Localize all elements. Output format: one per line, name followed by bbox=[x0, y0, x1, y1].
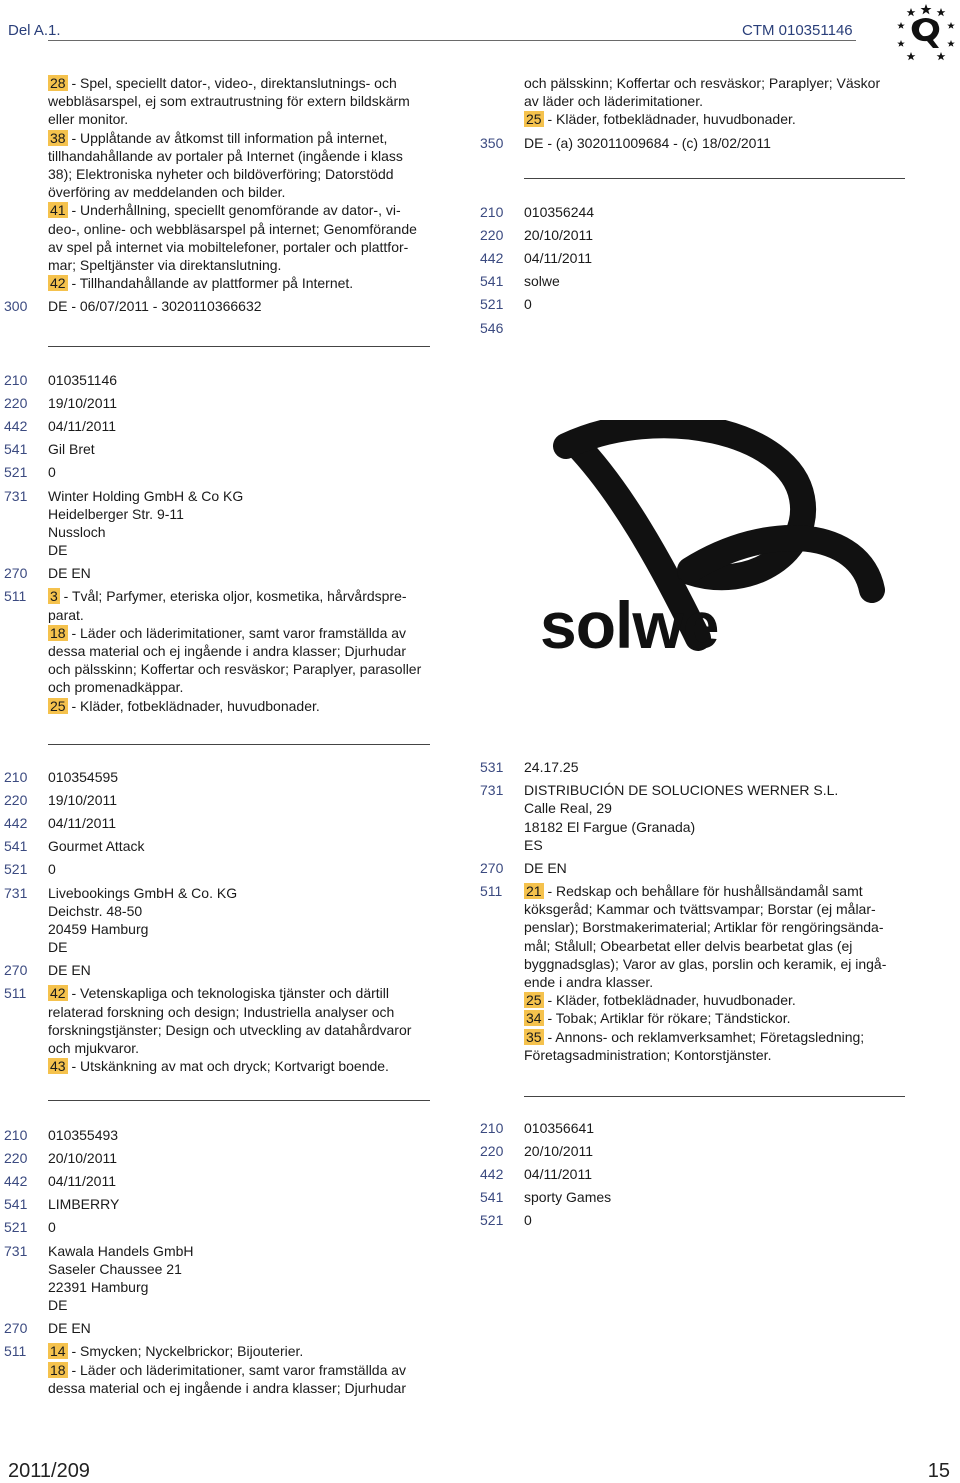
entry-text-content: - Vetenskapliga och teknologiska tjänster och därtill bbox=[67, 985, 389, 1002]
entry-text bbox=[48, 371, 117, 389]
entry-text bbox=[524, 1165, 592, 1183]
entry-text-content: - Tvål; Parfymer, eteriska oljor, kosmetika, hårvårdspre- bbox=[59, 588, 407, 605]
inid-code: 511 bbox=[480, 882, 503, 899]
entry-text bbox=[48, 1057, 389, 1075]
entry-text-content: och promenadkäppar. bbox=[48, 679, 184, 696]
inid-code: 442 bbox=[4, 1173, 28, 1190]
entry-text bbox=[48, 860, 56, 878]
entry-text bbox=[48, 1296, 67, 1314]
entry-text-content: 38); Elektroniska nyheter och bildöverföring; Datorstödd bbox=[48, 166, 394, 182]
entry-text-content: mar; Speltjänster via direktanslutning. bbox=[48, 257, 282, 273]
entry-text bbox=[524, 1046, 771, 1064]
entry-text bbox=[48, 768, 118, 786]
footer-page-number: 15 bbox=[927, 1460, 950, 1482]
inid-code: 531 bbox=[480, 759, 504, 775]
inid-code: 220 bbox=[480, 227, 504, 244]
entry-text-content: 04/11/2011 bbox=[48, 815, 116, 832]
entry-text bbox=[48, 791, 117, 809]
entry-text-content: - Kläder, fotbeklädnader, huvudbonader. bbox=[543, 992, 796, 1009]
nice-class-badge: 28 bbox=[50, 75, 66, 91]
entry-text-content: 010356641 bbox=[524, 1120, 595, 1136]
solwe-wordmark bbox=[540, 588, 718, 660]
inid-code: 220 bbox=[4, 1150, 28, 1167]
entry-text bbox=[48, 697, 320, 715]
entry-text bbox=[48, 1126, 118, 1144]
entry-text-content: DE bbox=[48, 1297, 68, 1314]
entry-text-content: - Utskänkning av mat och dryck; Kortvarigt boende. bbox=[67, 1058, 389, 1075]
inid-code: 210 bbox=[4, 769, 28, 785]
entry-text bbox=[48, 1149, 117, 1167]
entry-text bbox=[524, 900, 876, 918]
entry-text-content: - Annons- och reklamverksamhet; Företagsledning; bbox=[543, 1028, 865, 1045]
entry-text bbox=[524, 882, 863, 900]
entry-text bbox=[48, 1319, 91, 1337]
entry-text-content: Winter Holding GmbH & Co KG bbox=[48, 487, 244, 504]
entry-text bbox=[524, 272, 560, 290]
entry-text-content: 0 bbox=[524, 296, 532, 313]
entry-text bbox=[524, 74, 880, 92]
separator bbox=[48, 1100, 430, 1101]
entry-text-content: deo-, online- och webbläsarspel på internet; Genomförande bbox=[48, 220, 417, 237]
entry-text-content: DE EN bbox=[524, 859, 567, 876]
entry-text-content: Deichstr. 48-50 bbox=[48, 902, 143, 919]
entry-text-content: - Upplåtande av åtkomst till information på internet, bbox=[67, 129, 388, 146]
entry-text-content: av spel på internet via mobiltelefoner, portaler och plattfor- bbox=[48, 238, 409, 255]
solwe-logo-image bbox=[540, 420, 920, 660]
inid-code: 442 bbox=[480, 250, 504, 267]
entry-text-content: ende i andra klasser. bbox=[524, 973, 654, 990]
entry-text-content: DE - (a) 302011009684 - (c) 18/02/2011 bbox=[524, 134, 771, 151]
entry-text-content: Kawala Handels GmbH bbox=[48, 1242, 194, 1259]
entry-text bbox=[524, 1211, 532, 1229]
entry-text-content: - Underhållning, speciellt genomförande av dator-, vi- bbox=[67, 202, 401, 219]
inid-code: 521 bbox=[4, 861, 28, 878]
nice-class-badge: 25 bbox=[526, 992, 542, 1009]
entry-text-content: 19/10/2011 bbox=[48, 395, 118, 412]
entry-text-content: Calle Real, 29 bbox=[524, 800, 612, 817]
entry-text-content: - Kläder, fotbeklädnader, huvudbonader. bbox=[67, 697, 320, 714]
inid-code: 442 bbox=[480, 1166, 504, 1183]
entry-text bbox=[48, 624, 406, 642]
entry-text bbox=[524, 110, 796, 128]
inid-code: 541 bbox=[4, 838, 28, 855]
entry-text-content: DE EN bbox=[48, 1320, 91, 1337]
entry-text bbox=[48, 440, 95, 458]
entry-text-content: 010354595 bbox=[48, 769, 119, 785]
separator bbox=[48, 346, 430, 347]
inid-code: 541 bbox=[4, 1196, 28, 1213]
entry-text bbox=[48, 984, 389, 1002]
entry-text-content: - Smycken; Nyckelbrickor; Bijouterier. bbox=[67, 1343, 304, 1360]
entry-text bbox=[48, 606, 84, 624]
entry-text bbox=[48, 1021, 411, 1039]
entry-text-content: DISTRIBUCIÓN DE SOLUCIONES WERNER S.L. bbox=[524, 782, 839, 799]
header-section-label: Del A.1. bbox=[8, 22, 61, 39]
entry-text bbox=[524, 92, 703, 110]
entry-text bbox=[48, 165, 394, 183]
entry-text-content: 010356244 bbox=[524, 204, 595, 220]
separator bbox=[524, 178, 905, 179]
entry-text-content: 22391 Hamburg bbox=[48, 1278, 149, 1295]
entry-text-content: - Läder och läderimitationer, samt varor framställda av bbox=[67, 624, 407, 641]
entry-text bbox=[48, 523, 106, 541]
entry-text bbox=[48, 1242, 194, 1260]
entry-text-content: ES bbox=[524, 836, 543, 853]
entry-text bbox=[48, 1172, 116, 1190]
entry-text bbox=[48, 417, 116, 435]
entry-text bbox=[48, 274, 353, 292]
entry-text-content: penslar); Borstmakerimaterial; Artiklar för rengöringsända- bbox=[524, 919, 884, 936]
nice-class-badge: 41 bbox=[50, 202, 66, 219]
entry-text-content: - Redskap och behållare för hushållsändamål samt bbox=[543, 882, 863, 899]
inid-code: 270 bbox=[4, 962, 28, 979]
inid-code: 511 bbox=[4, 985, 27, 1002]
entry-text-content: 20459 Hamburg bbox=[48, 920, 149, 937]
nice-class-badge: 42 bbox=[50, 985, 66, 1002]
entry-text-content: 20/10/2011 bbox=[48, 1150, 118, 1167]
entry-text-content: LIMBERRY bbox=[48, 1196, 120, 1213]
inid-code: 521 bbox=[4, 464, 28, 481]
entry-text-content: Nussloch bbox=[48, 523, 106, 540]
entry-text-content: 0 bbox=[48, 464, 56, 481]
inid-code: 220 bbox=[4, 792, 28, 809]
entry-text bbox=[48, 814, 116, 832]
entry-text bbox=[48, 1278, 148, 1296]
entry-text bbox=[48, 1379, 406, 1397]
entry-text-content: 0 bbox=[524, 1212, 532, 1229]
inid-code: 210 bbox=[4, 1127, 28, 1143]
entry-text-content: 04/11/2011 bbox=[524, 250, 592, 267]
inid-code: 731 bbox=[4, 487, 28, 504]
entry-text-content: och pälsskinn; Koffertar och resväskor; Paraplyer, parasoller bbox=[48, 661, 422, 678]
entry-text bbox=[524, 295, 532, 313]
entry-text bbox=[48, 1260, 182, 1278]
entry-text-content: webbläsarspel, ej som extrautrustning för extern bildskärm bbox=[48, 93, 410, 110]
entry-text bbox=[524, 1188, 611, 1206]
inid-code: 521 bbox=[4, 1219, 28, 1236]
entry-text-content: av läder och läderimitationer. bbox=[524, 93, 703, 110]
entry-text bbox=[48, 220, 417, 238]
header-rule bbox=[48, 40, 856, 41]
nice-class-badge: 25 bbox=[50, 697, 66, 714]
inid-code: 220 bbox=[480, 1143, 504, 1160]
entry-text bbox=[48, 837, 144, 855]
inid-code: 541 bbox=[4, 441, 28, 458]
entry-text-content: sporty Games bbox=[524, 1189, 612, 1206]
entry-text-content: DE - 06/07/2011 - 3020110366632 bbox=[48, 298, 262, 315]
entry-text-content: 20/10/2011 bbox=[524, 227, 594, 244]
entry-text-content: solwe bbox=[524, 273, 560, 290]
entry-text bbox=[48, 147, 403, 165]
entry-text bbox=[48, 238, 408, 256]
nice-class-badge: 43 bbox=[50, 1058, 66, 1075]
inid-code: 442 bbox=[4, 815, 28, 832]
nice-class-badge: 34 bbox=[526, 1010, 542, 1027]
entry-text-content: Företagsadministration; Kontorstjänster. bbox=[524, 1046, 772, 1063]
entry-text bbox=[48, 938, 67, 956]
entry-text-content: och mjukvaror. bbox=[48, 1039, 140, 1056]
nice-class-badge: 42 bbox=[50, 275, 66, 292]
nice-class-badge: 18 bbox=[50, 1361, 66, 1378]
entry-text-content: köksgeråd; Kammar och tvättsvampar; Borstar (ej målar- bbox=[524, 901, 876, 918]
entry-text bbox=[48, 463, 56, 481]
entry-text-content: tillhandahållande av portaler på Internet (ingående i klass bbox=[48, 147, 403, 164]
entry-text bbox=[48, 1195, 119, 1213]
entry-text bbox=[48, 505, 184, 523]
entry-text bbox=[524, 991, 796, 1009]
entry-text bbox=[48, 394, 117, 412]
entry-text-content: DE bbox=[48, 542, 68, 559]
entry-text-content: 20/10/2011 bbox=[524, 1143, 594, 1160]
entry-text bbox=[48, 1342, 303, 1360]
entry-text bbox=[48, 541, 67, 559]
inid-code: 546 bbox=[480, 319, 504, 336]
inid-code: 511 bbox=[4, 1343, 27, 1360]
separator bbox=[524, 1096, 905, 1097]
inid-code: 541 bbox=[480, 273, 504, 290]
entry-text bbox=[524, 134, 771, 152]
entry-text-content: DE bbox=[48, 939, 68, 956]
inid-code: 300 bbox=[4, 298, 28, 315]
entry-text-content: - Läder och läderimitationer, samt varor framställda av bbox=[67, 1361, 407, 1378]
inid-code: 442 bbox=[4, 418, 28, 435]
entry-text-content: Heidelberger Str. 9-11 bbox=[48, 505, 184, 522]
entry-text-content: 04/11/2011 bbox=[524, 1166, 592, 1183]
entry-text bbox=[48, 678, 183, 696]
entry-text-content: - Kläder, fotbeklädnader, huvudbonader. bbox=[543, 111, 796, 128]
entry-text-content: 04/11/2011 bbox=[48, 1173, 116, 1190]
entry-text bbox=[48, 884, 237, 902]
entry-text bbox=[48, 129, 387, 147]
entry-text-content: dessa material och ej ingående i andra klasser; Djurhudar bbox=[48, 1379, 406, 1396]
entry-text-content: parat. bbox=[48, 606, 84, 623]
entry-text-content: Livebookings GmbH & Co. KG bbox=[48, 884, 238, 901]
entry-text bbox=[524, 1009, 791, 1027]
entry-text bbox=[48, 1361, 406, 1379]
nice-class-badge: 38 bbox=[50, 129, 66, 146]
entry-text-content: eller monitor. bbox=[48, 111, 129, 128]
entry-text-content: Saseler Chaussee 21 bbox=[48, 1260, 182, 1277]
entry-text-content: mål; Stålull; Obearbetat eller delvis bearbetat glas (ej bbox=[524, 937, 853, 954]
inid-code: 521 bbox=[480, 296, 504, 313]
entry-text-content: - Spel, speciellt dator-, video-, direktanslutnings- och bbox=[67, 75, 397, 91]
entry-text bbox=[524, 758, 579, 776]
entry-text-content: 18182 El Fargue (Granada) bbox=[524, 818, 696, 835]
separator bbox=[48, 744, 430, 745]
entry-text-content: 19/10/2011 bbox=[48, 792, 118, 809]
inid-code: 210 bbox=[4, 372, 28, 388]
inid-code: 220 bbox=[4, 395, 28, 412]
entry-text-content: forskningstjänster; Design och utveckling av datahårdvaror bbox=[48, 1021, 412, 1038]
entry-text bbox=[48, 256, 281, 274]
entry-text-content: - Tobak; Artiklar för rökare; Tändstickor. bbox=[543, 1010, 791, 1027]
entry-text-content: 010355493 bbox=[48, 1127, 119, 1143]
entry-text-content: 24.17.25 bbox=[524, 759, 579, 775]
entry-text-content: 04/11/2011 bbox=[48, 418, 116, 435]
entry-text bbox=[524, 203, 594, 221]
inid-code: 270 bbox=[4, 565, 28, 582]
entry-text bbox=[48, 110, 128, 128]
inid-code: 731 bbox=[4, 884, 28, 901]
entry-text-content: DE EN bbox=[48, 565, 91, 582]
inid-code: 270 bbox=[480, 859, 504, 876]
entry-text-content: överföring av meddelanden och bilder. bbox=[48, 184, 286, 201]
entry-text bbox=[524, 226, 593, 244]
inid-code: 270 bbox=[4, 1320, 28, 1337]
entry-text-content: - Tillhandahållande av plattformer på Internet. bbox=[67, 275, 354, 292]
nice-class-badge: 14 bbox=[50, 1343, 66, 1360]
entry-text bbox=[48, 642, 406, 660]
nice-class-badge: 3 bbox=[50, 588, 58, 605]
svg-text:solwe: solwe bbox=[540, 588, 719, 660]
entry-text bbox=[48, 660, 421, 678]
entry-text bbox=[48, 1039, 139, 1057]
entry-text bbox=[48, 1003, 394, 1021]
entry-text-content: byggnadsglas); Varor av glas, porslin och keramik, ej ingå- bbox=[524, 955, 887, 972]
entry-text bbox=[524, 859, 567, 877]
entry-text bbox=[48, 920, 148, 938]
entry-text-content: Gourmet Attack bbox=[48, 838, 145, 855]
entry-text bbox=[524, 937, 852, 955]
footer-issue-number: 2011/209 bbox=[8, 1460, 90, 1482]
inid-code: 521 bbox=[480, 1212, 504, 1229]
inid-code: 731 bbox=[480, 782, 504, 799]
nice-class-badge: 18 bbox=[50, 624, 66, 641]
entry-text bbox=[524, 836, 543, 854]
entry-text bbox=[48, 183, 285, 201]
nice-class-badge: 25 bbox=[526, 111, 542, 128]
entry-text bbox=[524, 1028, 864, 1046]
entry-text bbox=[524, 955, 886, 973]
entry-text bbox=[524, 1119, 594, 1137]
entry-text bbox=[524, 973, 653, 991]
entry-text-content: DE EN bbox=[48, 962, 91, 979]
entry-text bbox=[48, 1218, 56, 1236]
entry-text bbox=[48, 297, 262, 315]
inid-code: 210 bbox=[480, 204, 504, 220]
entry-text-content: 0 bbox=[48, 1219, 56, 1236]
header-ctm-number: CTM 010351146 bbox=[742, 22, 853, 39]
entry-text bbox=[48, 564, 91, 582]
inid-code: 511 bbox=[4, 588, 27, 605]
entry-text bbox=[48, 587, 407, 605]
entry-text bbox=[524, 918, 883, 936]
inid-code: 210 bbox=[480, 1120, 504, 1136]
entry-text-content: 010351146 bbox=[48, 372, 118, 388]
entry-text bbox=[48, 902, 142, 920]
entry-text bbox=[48, 92, 410, 110]
inid-code: 731 bbox=[4, 1242, 28, 1259]
entry-text bbox=[524, 781, 838, 799]
inid-code: 541 bbox=[480, 1189, 504, 1206]
nice-class-badge: 21 bbox=[526, 882, 542, 899]
entry-text bbox=[524, 1142, 593, 1160]
nice-class-badge: 35 bbox=[526, 1028, 542, 1045]
entry-text bbox=[524, 799, 612, 817]
entry-text bbox=[48, 74, 397, 92]
inid-code: 350 bbox=[480, 134, 504, 151]
entry-text-content: relaterad forskning och design; Industriella analyser och bbox=[48, 1003, 395, 1020]
entry-text-content: 0 bbox=[48, 861, 56, 878]
euipo-emblem-icon bbox=[893, 2, 959, 62]
entry-text bbox=[524, 818, 695, 836]
entry-text bbox=[48, 961, 91, 979]
entry-text bbox=[48, 201, 401, 219]
entry-text-content: Gil Bret bbox=[48, 441, 95, 458]
entry-text bbox=[48, 487, 243, 505]
entry-text bbox=[524, 249, 592, 267]
entry-text-content: och pälsskinn; Koffertar och resväskor; Paraplyer; Väskor bbox=[524, 75, 881, 91]
entry-text-content: dessa material och ej ingående i andra klasser; Djurhudar bbox=[48, 642, 406, 659]
